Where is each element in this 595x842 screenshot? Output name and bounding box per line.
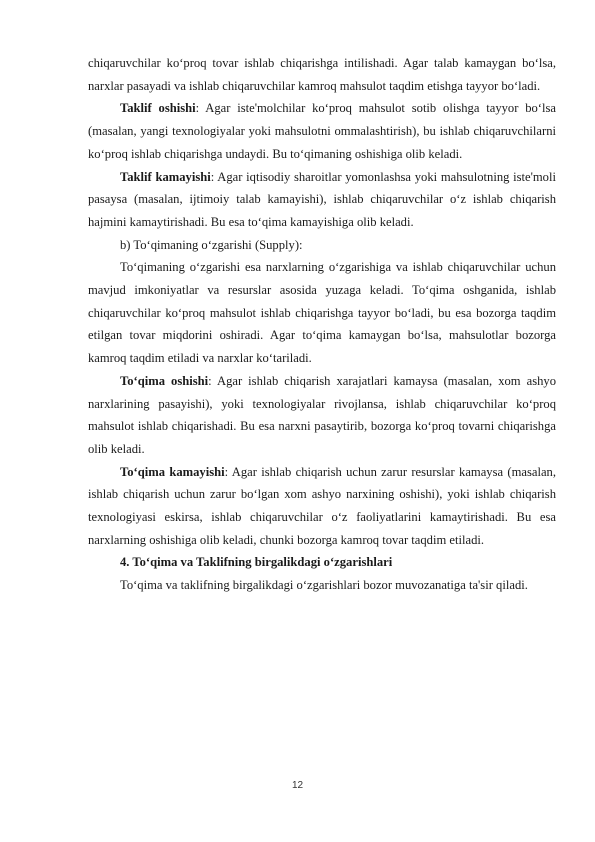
- subsection-label: b) To‘qimaning o‘zgarishi (Supply):: [120, 237, 303, 252]
- paragraph-text: : Agar ishlab chiqarish xarajatlari kamaysa (masalan, xom ashyo narxlarining pasayishi), yoki texnologiyalar rivojlansa, ishlab chiqaruvchilar ko‘proq mahsulot ishlab chiqarishadi. Bu esa narxni pasaytirib, bozorga ko‘proq tovarni chiqarishga olib keladi.: [88, 373, 556, 456]
- document-page: [88, 52, 556, 597]
- paragraph-toqima-kamayishi: [88, 461, 556, 552]
- paragraph-text: : Agar iste'molchilar ko‘proq mahsulot sotib olishga tayyor bo‘lsa (masalan, yangi texnologiyalar yoki mahsulotni ommalashtirish), bu ishlab chiqaruvchilarni ko‘proq ishlab chiqarishga undaydi. Bu to‘qimaning oshishiga olib keladi.: [88, 101, 556, 161]
- paragraph-toqima-ozgarishi: To‘qimaning o‘zgarishi esa narxlarning o‘zgarishiga va ishlab chiqaruvchilar uchun mavjud imkoniyatlar va resurslar asosida yuzaga keladi. To‘qima oshganida, ishlab chiqaruvchilar ko‘proq mahsulot ishlab chiqarishga tayyor bo‘ladi, bu esa bozorga taqdim etilgan tovar miqdorini oshiradi. Agar to‘qima kamaygan bo‘lsa, mahsulotlar bozorga kamroq taqdim etiladi va narxlar ko‘tariladi.: [88, 260, 556, 366]
- term-toqima-kamayishi: To‘qima kamayishi: [120, 464, 225, 479]
- term-taklif-oshishi: Taklif oshishi: [120, 101, 196, 116]
- paragraph-text: : Agar iqtisodiy sharoitlar yomonlashsa yoki mahsulotning iste'moli pasaysa (masalan, ijtimoiy talab kamayishi), ishlab chiqaruvchilar o‘z ishlab chiqarish hajmini kamaytirishadi. Bu esa to‘qima kamayishiga olib keladi.: [88, 169, 556, 229]
- term-toqima-oshishi: To‘qima oshishi: [120, 373, 209, 388]
- section-heading: 4. To‘qima va Taklifning birgalikdagi o‘zgarishlari: [120, 555, 393, 570]
- paragraph-continuation: chiqaruvchilar ko‘proq tovar ishlab chiqarishga intilishadi. Agar talab kamaygan bo‘lsa, narxlar pasayadi va ishlab chiqaruvchilar kamroq mahsulot taqdim etishga tayyor bo‘ladi.: [88, 56, 556, 93]
- paragraph-text: : Agar ishlab chiqarish uchun zarur resurslar kamaysa (masalan, ishlab chiqarish uchun zarur bo‘lgan xom ashyo narxining oshishi), yoki ishlab chiqarish texnologiyasi eskirsa, ishlab chiqaruvchilar o‘z faoliyatlarini kamaytirishadi. Bu esa narxlarning oshishiga olib keladi, chunki bozorga kamroq tovar taqdim etiladi.: [88, 464, 556, 547]
- page-number: 12: [291, 780, 304, 791]
- paragraph-toqima-oshishi: [88, 370, 556, 461]
- paragraph-birgalikdagi: To‘qima va taklifning birgalikdagi o‘zgarishlari bozor muvozanatiga ta'sir qiladi.: [120, 578, 528, 593]
- term-taklif-kamayishi: Taklif kamayishi: [120, 169, 211, 184]
- paragraph-taklif-oshishi: [88, 97, 556, 165]
- paragraph-taklif-kamayishi: [88, 166, 556, 234]
